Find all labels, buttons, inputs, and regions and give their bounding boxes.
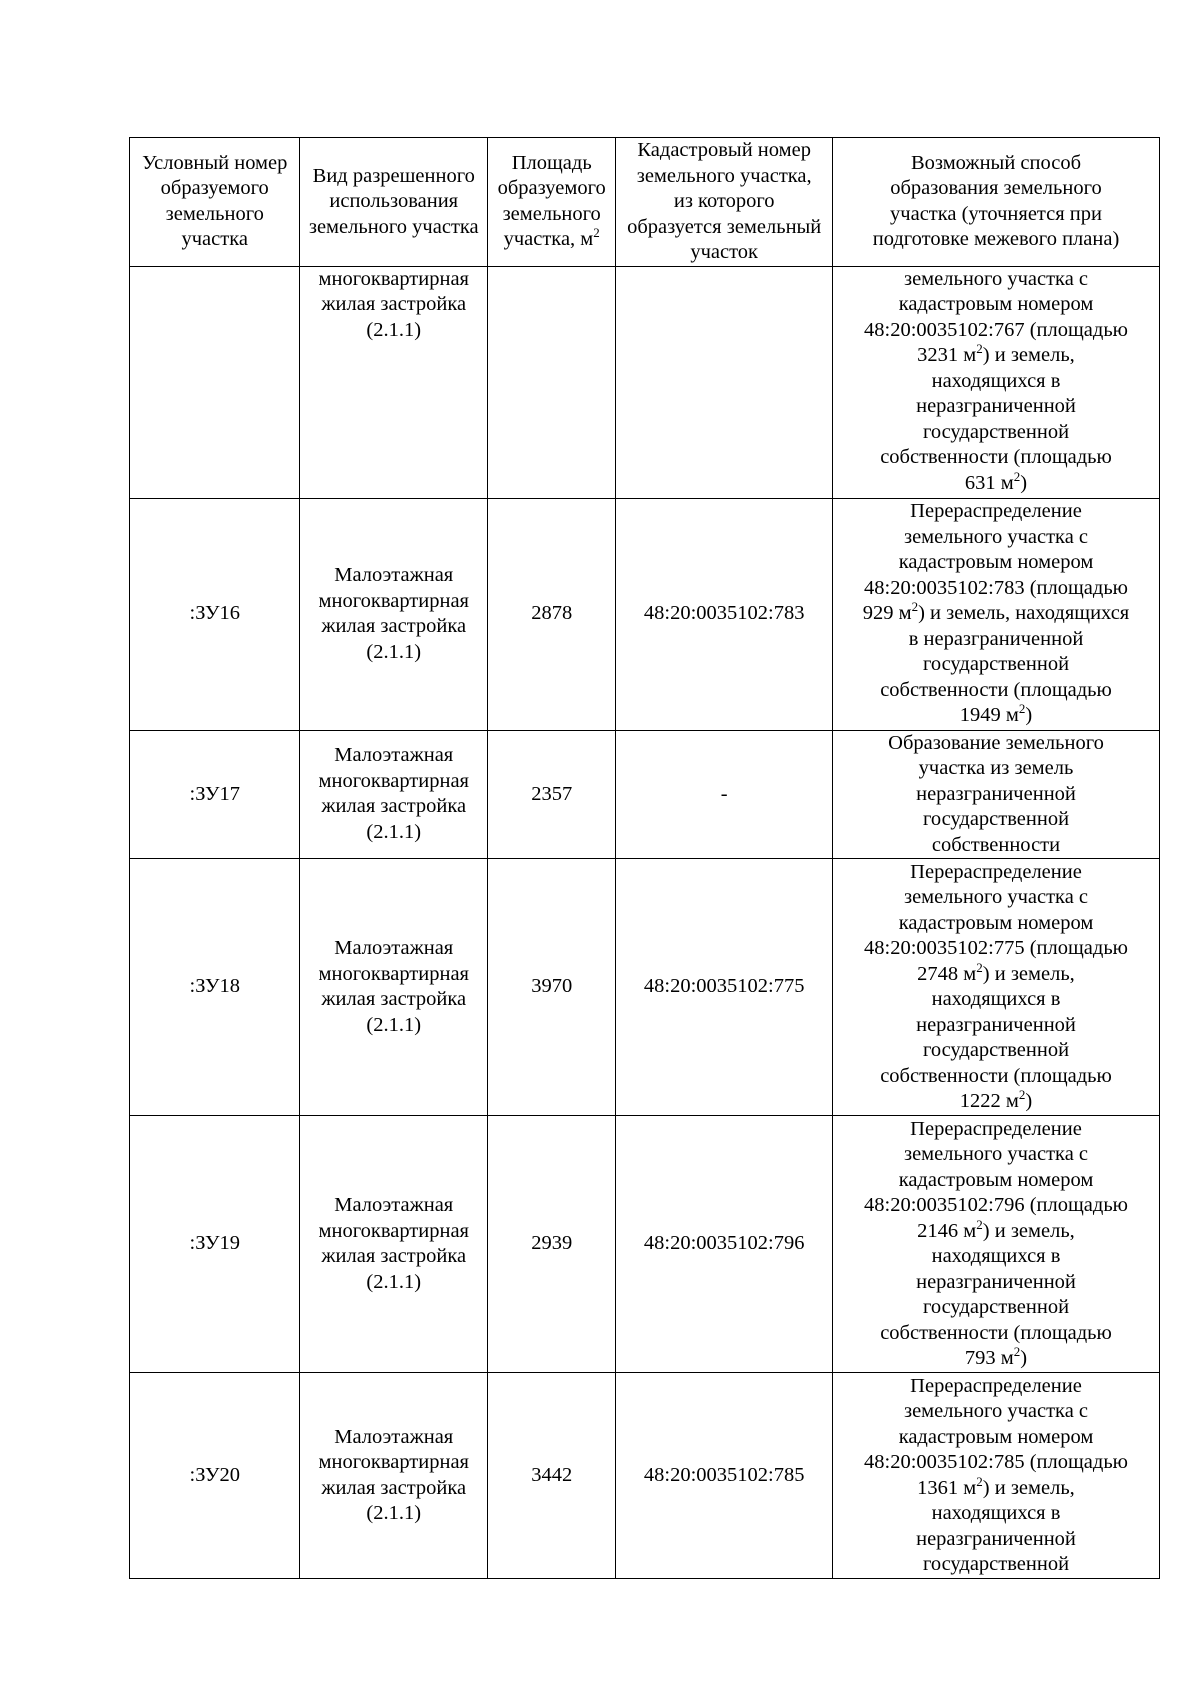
unit-superscript: 2 bbox=[1018, 701, 1026, 717]
land-plots-table bbox=[129, 137, 1160, 1579]
cell-plot-number: :ЗУ17 bbox=[130, 730, 300, 859]
cell-formation-method bbox=[833, 859, 1160, 1116]
method-text: ) и земель, находящихся в неразграниченной государственной собственности (площадью 1949 м bbox=[880, 602, 1130, 727]
header-source-cadastral: Кадастровый номер земельного участка, из которого образуется земельный участок bbox=[616, 138, 833, 267]
table-row bbox=[130, 498, 1160, 730]
cell-plot-number: :ЗУ18 bbox=[130, 859, 300, 1116]
cell-source-cadastral: 48:20:0035102:796 bbox=[616, 1116, 833, 1373]
method-text: Перераспределение земельного участка с кадастровым номером 48:20:0035102:785 (площадью 1361 м bbox=[864, 1374, 1128, 1499]
cell-source-cadastral bbox=[616, 266, 833, 498]
cell-formation-method bbox=[833, 498, 1160, 730]
cell-area: 2878 bbox=[488, 498, 616, 730]
cell-area: 3442 bbox=[488, 1373, 616, 1579]
cell-plot-number: :ЗУ20 bbox=[130, 1373, 300, 1579]
method-text: ) bbox=[1025, 704, 1033, 727]
method-text: ) bbox=[1020, 471, 1028, 494]
cell-plot-number: :ЗУ19 bbox=[130, 1116, 300, 1373]
cell-area: 2357 bbox=[488, 730, 616, 859]
header-formation-method: Возможный способ образования земельного участка (уточняется при подготовке межевого плана) bbox=[833, 138, 1160, 267]
cell-source-cadastral: 48:20:0035102:775 bbox=[616, 859, 833, 1116]
cell-plot-number: :ЗУ16 bbox=[130, 498, 300, 730]
unit-superscript: 2 bbox=[976, 959, 983, 975]
method-text: ) и земель, находящихся в неразграниченной государственной собственности (площадью 1222 м bbox=[880, 962, 1112, 1112]
cell-formation-method bbox=[833, 1116, 1160, 1373]
cell-area: 3970 bbox=[488, 859, 616, 1116]
table-row bbox=[130, 730, 1160, 859]
cell-permitted-use: Малоэтажная многоквартирная жилая застройка (2.1.1) bbox=[300, 1116, 488, 1373]
unit-superscript: 2 bbox=[911, 599, 919, 615]
cell-source-cadastral: 48:20:0035102:783 bbox=[616, 498, 833, 730]
cell-source-cadastral: 48:20:0035102:785 bbox=[616, 1373, 833, 1579]
cell-area bbox=[488, 266, 616, 498]
method-text: Перераспределение земельного участка с кадастровым номером 48:20:0035102:775 (площадью 2748 м bbox=[864, 860, 1128, 985]
method-text: ) и земель, находящихся в неразграниченной государственной собственности (площадью 793 м bbox=[880, 1219, 1112, 1369]
cell-permitted-use: Малоэтажная многоквартирная жилая застройка (2.1.1) bbox=[300, 1373, 488, 1579]
table-header-row bbox=[130, 138, 1160, 267]
method-text: ) и земель, находящихся в неразграниченной государственной собственности (площадью 631 м bbox=[880, 344, 1112, 494]
cell-formation-method bbox=[833, 266, 1160, 498]
unit-superscript: 2 bbox=[976, 1216, 983, 1232]
method-text: земельного участка с кадастровым номером 48:20:0035102:767 (площадью 3231 м bbox=[864, 267, 1128, 366]
header-area-text: Площадь образуемого земельного участка, м bbox=[497, 151, 606, 251]
cell-permitted-use: Малоэтажная многоквартирная жилая застройка (2.1.1) bbox=[300, 498, 488, 730]
header-area-sup: 2 bbox=[593, 225, 600, 241]
header-permitted-use: Вид разрешенного использования земельного участка bbox=[300, 138, 488, 267]
cell-area: 2939 bbox=[488, 1116, 616, 1373]
unit-superscript: 2 bbox=[976, 341, 983, 357]
table-row bbox=[130, 1373, 1160, 1579]
method-text: Перераспределение земельного участка с кадастровым номером 48:20:0035102:783 (площадью 929 м bbox=[862, 500, 1128, 625]
header-plot-number: Условный номер образуемого земельного участка bbox=[130, 138, 300, 267]
cell-permitted-use: Малоэтажная многоквартирная жилая застройка (2.1.1) bbox=[300, 859, 488, 1116]
unit-superscript: 2 bbox=[1013, 468, 1021, 484]
table-row bbox=[130, 266, 1160, 498]
method-text: Перераспределение земельного участка с кадастровым номером 48:20:0035102:796 (площадью 2146 м bbox=[864, 1117, 1128, 1242]
method-text: ) bbox=[1020, 1347, 1028, 1369]
cell-formation-method bbox=[833, 1373, 1160, 1579]
method-text: ) bbox=[1025, 1090, 1033, 1112]
cell-source-cadastral: - bbox=[616, 730, 833, 859]
cell-permitted-use: многоквартирная жилая застройка (2.1.1) bbox=[300, 266, 488, 498]
unit-superscript: 2 bbox=[1018, 1087, 1026, 1103]
header-area bbox=[488, 138, 616, 267]
table-row bbox=[130, 859, 1160, 1116]
cell-plot-number bbox=[130, 266, 300, 498]
method-text: Образование земельного участка из земель неразграниченной государственной собственности bbox=[888, 731, 1104, 856]
method-text: ) и земель, находящихся в неразграниченной государственной bbox=[916, 1476, 1076, 1575]
table-row bbox=[130, 1116, 1160, 1373]
cell-formation-method bbox=[833, 730, 1160, 859]
cell-permitted-use: Малоэтажная многоквартирная жилая застройка (2.1.1) bbox=[300, 730, 488, 859]
unit-superscript: 2 bbox=[1013, 1344, 1021, 1360]
unit-superscript: 2 bbox=[976, 1473, 983, 1489]
